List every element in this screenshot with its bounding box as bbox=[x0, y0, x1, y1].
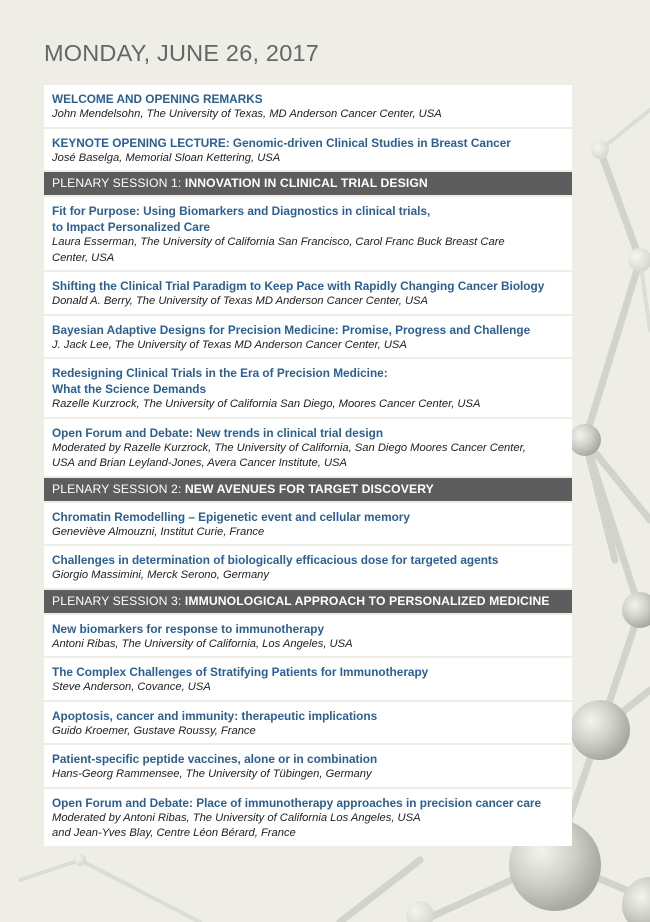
program-entry bbox=[44, 615, 572, 657]
talk-title: Open Forum and Debate: New trends in clinical trial design bbox=[52, 425, 384, 440]
talk-title: Patient-specific peptide vaccines, alone or in combination bbox=[52, 752, 378, 766]
talk-speakers: J. Jack Lee, The University of Texas MD Anderson Cancer Center, USA bbox=[52, 338, 407, 351]
talk-speakers: Geneviève Almouzni, Institut Curie, France bbox=[52, 525, 265, 538]
session-header bbox=[44, 172, 572, 195]
talk-title: Challenges in determination of biologically efficacious dose for targeted agents bbox=[52, 553, 499, 567]
talk-title: The Complex Challenges of Stratifying Patients for Immunotherapy bbox=[52, 665, 429, 679]
program-entry bbox=[44, 789, 572, 846]
session-name: NEW AVENUES FOR TARGET DISCOVERY bbox=[184, 481, 434, 496]
talk-title: KEYNOTE OPENING LECTURE: Genomic-driven Clinical Studies in Breast Cancer bbox=[52, 135, 511, 150]
talk-title: Apoptosis, cancer and immunity: therapeutic implications bbox=[52, 708, 378, 723]
talk-speakers: Guido Kroemer, Gustave Roussy, France bbox=[52, 724, 256, 737]
talk-speakers: Giorgio Massimini, Merck Serono, Germany bbox=[52, 569, 269, 581]
program-entry bbox=[44, 419, 572, 476]
talk-speakers: Moderated by Antoni Ribas, The University of California Los Angeles, USA and Jean-Yves Blay, Centre Léon Bérard, France bbox=[52, 811, 421, 839]
program-entry bbox=[44, 316, 572, 358]
program-entry bbox=[44, 85, 572, 127]
program-list bbox=[44, 85, 572, 848]
talk-speakers: Moderated by Razelle Kurzrock, The University of California, San Diego Moores Cancer Center, USA and Brian Leyland-Jones, Avera Cancer Institute, USA bbox=[52, 441, 526, 469]
talk-title: Open Forum and Debate: Place of immunotherapy approaches in precision cancer care bbox=[52, 795, 542, 810]
talk-speakers: Steve Anderson, Covance, USA bbox=[52, 681, 211, 693]
talk-title: Shifting the Clinical Trial Paradigm to Keep Pace with Rapidly Changing Cancer Biology bbox=[52, 279, 545, 293]
program-entry bbox=[44, 197, 572, 270]
program-entry bbox=[44, 359, 572, 417]
talk-title: New biomarkers for response to immunotherapy bbox=[52, 621, 325, 636]
session-prefix: PLENARY SESSION 3: bbox=[52, 593, 185, 608]
page-title: MONDAY, JUNE 26, 2017 bbox=[44, 40, 320, 66]
talk-speakers: Hans-Georg Rammensee, The University of Tübingen, Germany bbox=[52, 768, 372, 780]
talk-speakers: John Mendelsohn, The University of Texas, MD Anderson Cancer Center, USA bbox=[52, 108, 442, 120]
program-entry bbox=[44, 129, 572, 171]
session-name: IMMUNOLOGICAL APPROACH TO PERSONALIZED MEDICINE bbox=[184, 593, 550, 608]
talk-title: Chromatin Remodelling – Epigenetic event and cellular memory bbox=[52, 509, 410, 524]
session-prefix: PLENARY SESSION 1: bbox=[52, 176, 185, 190]
program-entry bbox=[44, 658, 572, 700]
program-entry bbox=[44, 503, 572, 545]
talk-speakers: Laura Esserman, The University of California San Francisco, Carol Franc Buck Breast Care Center, USA bbox=[52, 236, 505, 264]
program-entry bbox=[44, 702, 572, 744]
program-entry bbox=[44, 546, 572, 588]
program-entry bbox=[44, 272, 572, 314]
talk-speakers: Razelle Kurzrock, The University of California San Diego, Moores Cancer Center, USA bbox=[52, 398, 481, 410]
talk-speakers: Antoni Ribas, The University of California, Los Angeles, USA bbox=[52, 637, 353, 650]
session-header bbox=[44, 478, 572, 501]
talk-speakers: Donald A. Berry, The University of Texas MD Anderson Cancer Center, USA bbox=[52, 295, 428, 307]
talk-title: Fit for Purpose: Using Biomarkers and Diagnostics in clinical trials, to Impact Personalized Care bbox=[52, 204, 431, 234]
talk-title: Redesigning Clinical Trials in the Era of Precision Medicine: What the Science Demands bbox=[52, 366, 388, 396]
session-header bbox=[44, 590, 572, 613]
talk-title: Bayesian Adaptive Designs for Precision Medicine: Promise, Progress and Challenge bbox=[52, 322, 531, 337]
session-prefix: PLENARY SESSION 2: bbox=[52, 481, 185, 496]
session-name: INNOVATION IN CLINICAL TRIAL DESIGN bbox=[184, 176, 428, 190]
program-entry bbox=[44, 745, 572, 787]
talk-title: WELCOME AND OPENING REMARKS bbox=[52, 92, 263, 106]
talk-speakers: José Baselga, Memorial Sloan Kettering, USA bbox=[52, 151, 281, 164]
